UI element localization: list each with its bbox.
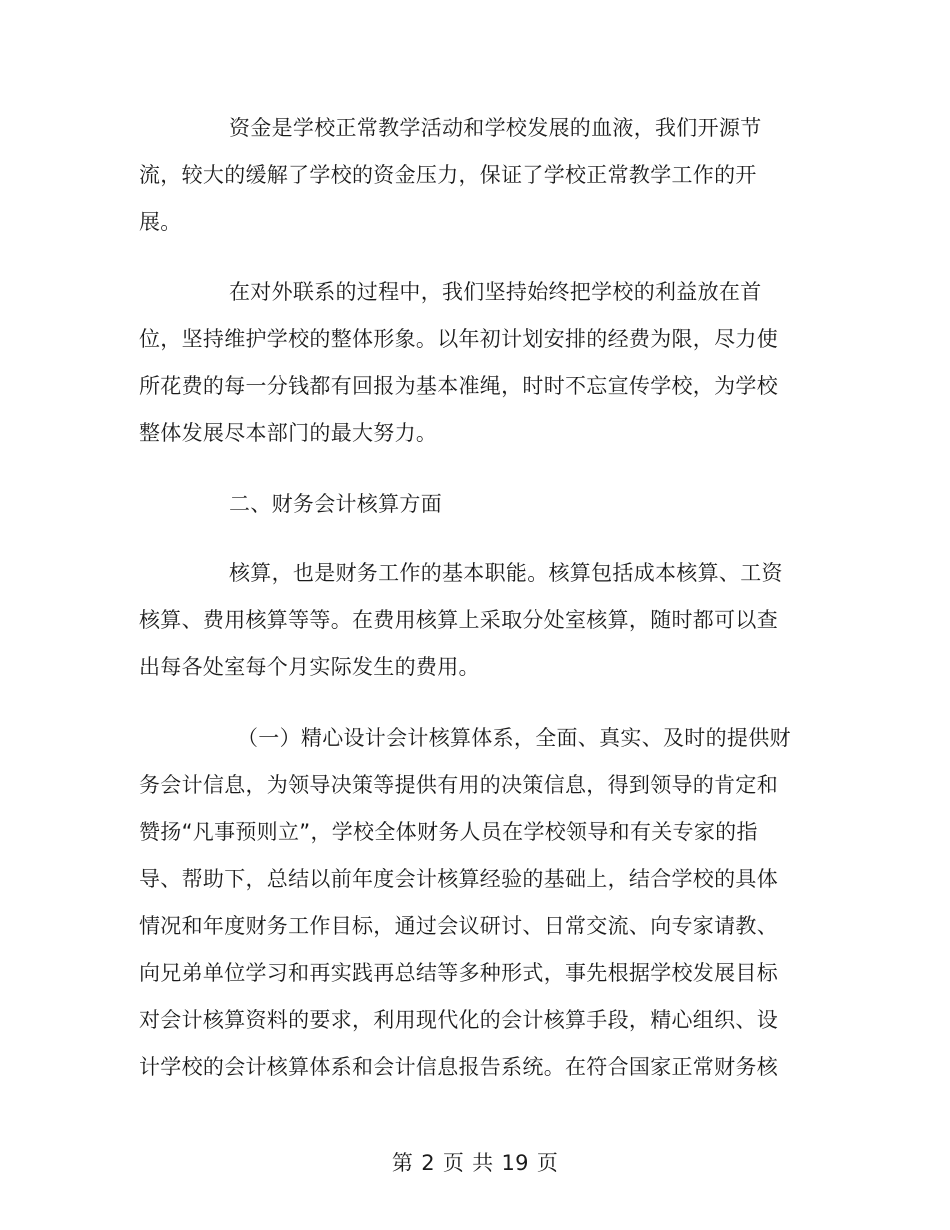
paragraph-accounting: [139, 550, 783, 691]
paragraph-funding: [139, 105, 769, 246]
paragraph-line: 位，坚持维护学校的整体形象。以年初计划安排的经费为限，尽力使: [139, 327, 778, 351]
footer-suffix: 页: [536, 1151, 559, 1175]
paragraph-line: 赞扬“凡事预则立”，学校全体财务人员在学校领导和有关专家的指: [139, 820, 758, 844]
footer-prefix: 第: [391, 1151, 414, 1175]
footer-total-prefix: 共: [472, 1151, 494, 1175]
total-pages-number: 19: [501, 1151, 529, 1175]
paragraph-line: 在对外联系的过程中，我们坚持始终把学校的利益放在首: [229, 280, 762, 304]
paragraph-line: 核算，也是财务工作的基本职能。核算包括成本核算、工资: [229, 561, 783, 585]
paragraph-line: 计学校的会计核算体系和会计信息报告系统。在符合国家正常财务核: [139, 1055, 778, 1079]
paragraph-line: 资金是学校正常教学活动和学校发展的血液，我们开源节: [229, 116, 762, 140]
heading-line: 二、财务会计核算方面: [229, 492, 442, 516]
paragraph-line: （一）精心设计会计核算体系，全面、真实、及时的提供财: [237, 726, 791, 750]
page-footer: [0, 1148, 950, 1178]
paragraph-line: 流，较大的缓解了学校的资金压力，保证了学校正常教学工作的开: [139, 163, 757, 187]
paragraph-line: 所花费的每一分钱都有回报为基本准绳，时时不忘宣传学校，为学校: [139, 374, 778, 398]
paragraph-external-relations: [139, 269, 778, 457]
current-page-number: 2: [421, 1151, 435, 1175]
paragraph-line: 核算、费用核算等等。在费用核算上采取分处室核算，随时都可以查: [139, 608, 778, 632]
paragraph-line: 情况和年度财务工作目标，通过会议研讨、日常交流、向专家请教、: [139, 914, 778, 938]
paragraph-line: 展。: [139, 210, 182, 234]
paragraph-line: 务会计信息，为领导决策等提供有用的决策信息，得到领导的肯定和: [139, 773, 778, 797]
paragraph-line: 导、帮助下，总结以前年度会计核算经验的基础上，结合学校的具体: [139, 867, 778, 891]
paragraph-line: 整体发展尽本部门的最大努力。: [139, 421, 438, 445]
section-heading: [139, 481, 769, 528]
paragraph-line: 对会计核算资料的要求，利用现代化的会计核算手段，精心组织、设: [139, 1008, 778, 1032]
paragraph-line: 向兄弟单位学习和再实践再总结等多种形式，事先根据学校发展目标: [139, 961, 778, 985]
footer-page-word: 页: [442, 1151, 465, 1175]
paragraph-line: 出每各处室每个月实际发生的费用。: [139, 655, 480, 679]
paragraph-accounting-system: [139, 715, 791, 1091]
